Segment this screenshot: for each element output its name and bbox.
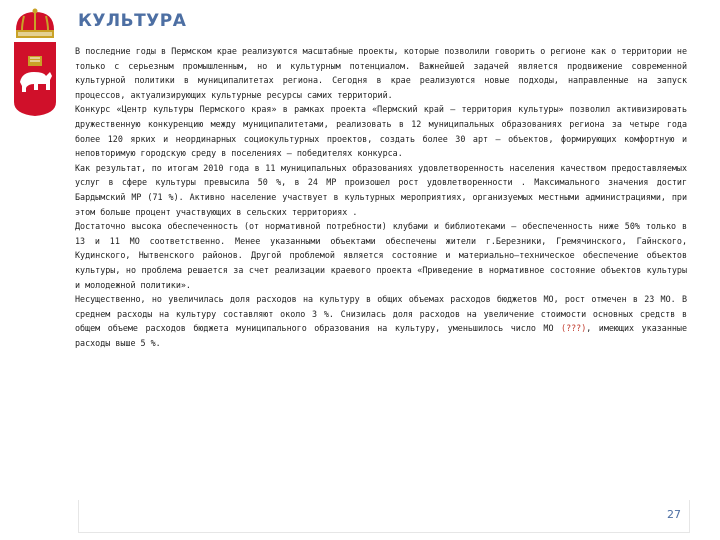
coat-of-arms-icon: [10, 8, 60, 118]
paragraph-5-start: Несущественно, но увеличилась доля расходов на культуру в общих объемах расходов бюджетов МО, рост отмечен в 23 МО. В среднем расходы на культуру составляют около 3 %. Снизилась доля расходов на увеличение стоимости основных средств в общем объеме расходов бюджета муниципального образования на культуру, уменьшилось число МО: [75, 294, 687, 334]
paragraph-4: Достаточно высока обеспеченность (от нормативной потребности) клубами и библиотеками – обеспеченность ниже 50% только в 13 и 11 МО соответственно. Менее указанными объектами обеспечены жители г.Березники, Гремячинского, Гайнского, Кудинского, Нытвенского районов. Другой проблемой является состояние и материально–техническое обеспечение объектов культуры, но проблема решается за счет реализации краевого проекта «Приведение в нормативное состояние объектов культуры и молодежной политики».: [75, 221, 687, 290]
highlight-marker: (???): [561, 323, 587, 334]
bear-icon: [20, 72, 52, 92]
paragraph-3: Как результат, по итогам 2010 года в 11 муниципальных образованиях удовлетворенность населения качеством предоставляемых услуг в сфере культуры превысила 50 %, в 24 МР произошел рост удовлетворенности . Максимального значения достиг Бардымский МР (71 %). Активно население участвует в культурных мероприятиях, организуемых местными администрациями, при этом больше процент участвующих в сельских территориях .: [75, 162, 687, 217]
paragraph-1: В последние годы в Пермском крае реализуются масштабные проекты, которые позволили говорить о регионе как о территории не только с серьезным промышленным, но и культурным потенциалом. Важнейшей задачей является продвижение современной культурной политики в муниципалитетах региона. Сегодня в крае реализуются новые подходы, направленные на запуск процессов, актуализирующих культурные ресурсы самих территорий.: [75, 46, 687, 100]
paragraph-5: [75, 292, 687, 350]
crown-icon: [16, 9, 54, 39]
paragraph-5-end: , имеющих указанные расходы выше 5 %.: [75, 323, 687, 348]
body-text: [75, 44, 687, 350]
paragraph-2: Конкурс «Центр культуры Пермского края» в рамках проекта «Пермский край – территория культуры» позволил активизировать дружественную конкуренцию между муниципалитетами, реализовать в 12 муниципальных образованиях региона за четыре года более 120 ярких и неординарных социокультурных проектов, создать более 30 арт – объектов, формирующих комфортную и неповторимую городскую среду в поселениях – победителях конкурса.: [75, 104, 687, 159]
page-title: КУЛЬТУРА: [78, 11, 187, 31]
page-number: 27: [667, 508, 681, 521]
footer-frame: [78, 500, 690, 533]
